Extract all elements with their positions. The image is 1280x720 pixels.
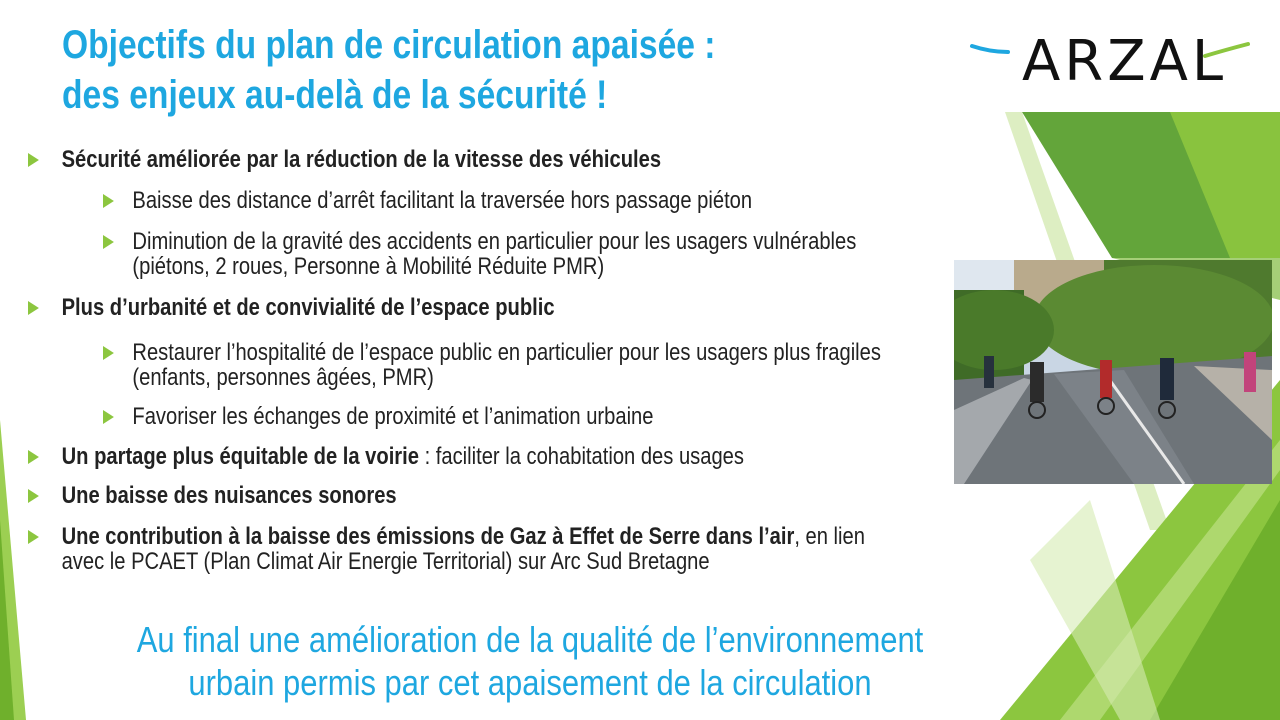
bullet-arrow-icon	[103, 410, 114, 424]
bullet-item	[28, 295, 555, 320]
bullet-arrow-icon	[28, 301, 39, 315]
sub-bullet-text-line-2: (enfants, personnes âgées, PMR)	[132, 364, 434, 391]
arzal-logo	[960, 22, 1260, 110]
conclusion-line-2: urbain permis par cet apaisement de la circulation	[188, 662, 872, 703]
logo-text: ARZAL	[1022, 29, 1228, 94]
conclusion-line-1: Au final une amélioration de la qualité de l’environnement	[136, 619, 924, 660]
bullet-bold-text: Sécurité améliorée par la réduction de la vitesse des véhicules	[61, 146, 662, 173]
bullet-rest-text: : faciliter la cohabitation des usages	[418, 443, 744, 470]
bullet-arrow-icon	[28, 450, 39, 464]
bullet-bold-text: Une baisse des nuisances sonores	[61, 482, 397, 509]
sub-bullet-text-line-1: Restaurer l’hospitalité de l’espace public en particulier pour les usagers plus fragiles	[132, 339, 881, 366]
bullet-arrow-icon	[28, 489, 39, 503]
bullet-bold-text: Une contribution à la baisse des émissions de Gaz à Effet de Serre dans l’air	[61, 523, 795, 550]
bullet-text-line-2: avec le PCAET (Plan Climat Air Energie Territorial) sur Arc Sud Bretagne	[61, 548, 710, 575]
sub-bullet-item	[103, 229, 856, 279]
bullet-item	[28, 444, 744, 469]
bullet-arrow-icon	[28, 153, 39, 167]
sub-bullet-text-line-2: (piétons, 2 roues, Personne à Mobilité Réduite PMR)	[132, 253, 605, 280]
bullet-rest-text: , en lien	[794, 523, 865, 550]
bullet-bold-text: Plus d’urbanité et de convivialité de l’espace public	[61, 294, 555, 321]
bullet-arrow-icon	[103, 235, 114, 249]
bullet-item	[28, 483, 397, 508]
title-line-2: des enjeux au-delà de la sécurité !	[62, 73, 608, 117]
sub-bullet-item	[103, 404, 653, 429]
bullet-arrow-icon	[28, 530, 39, 544]
slide-title	[62, 20, 715, 120]
street-cyclists-photo	[954, 260, 1272, 484]
bullet-arrow-icon	[103, 194, 114, 208]
sub-bullet-item	[103, 188, 752, 213]
bullet-item	[28, 524, 865, 574]
sub-bullet-text-line-1: Diminution de la gravité des accidents en particulier pour les usagers vulnérables	[132, 228, 857, 255]
sub-bullet-text: Favoriser les échanges de proximité et l’animation urbaine	[132, 403, 654, 430]
bullet-item	[28, 147, 661, 172]
title-line-1: Objectifs du plan de circulation apaisée :	[62, 23, 716, 67]
bullet-bold-text: Un partage plus équitable de la voirie	[61, 443, 419, 470]
bullet-arrow-icon	[103, 346, 114, 360]
sub-bullet-text: Baisse des distance d’arrêt facilitant la traversée hors passage piéton	[132, 187, 753, 214]
sub-bullet-item	[103, 340, 881, 390]
conclusion-text	[60, 618, 1000, 704]
